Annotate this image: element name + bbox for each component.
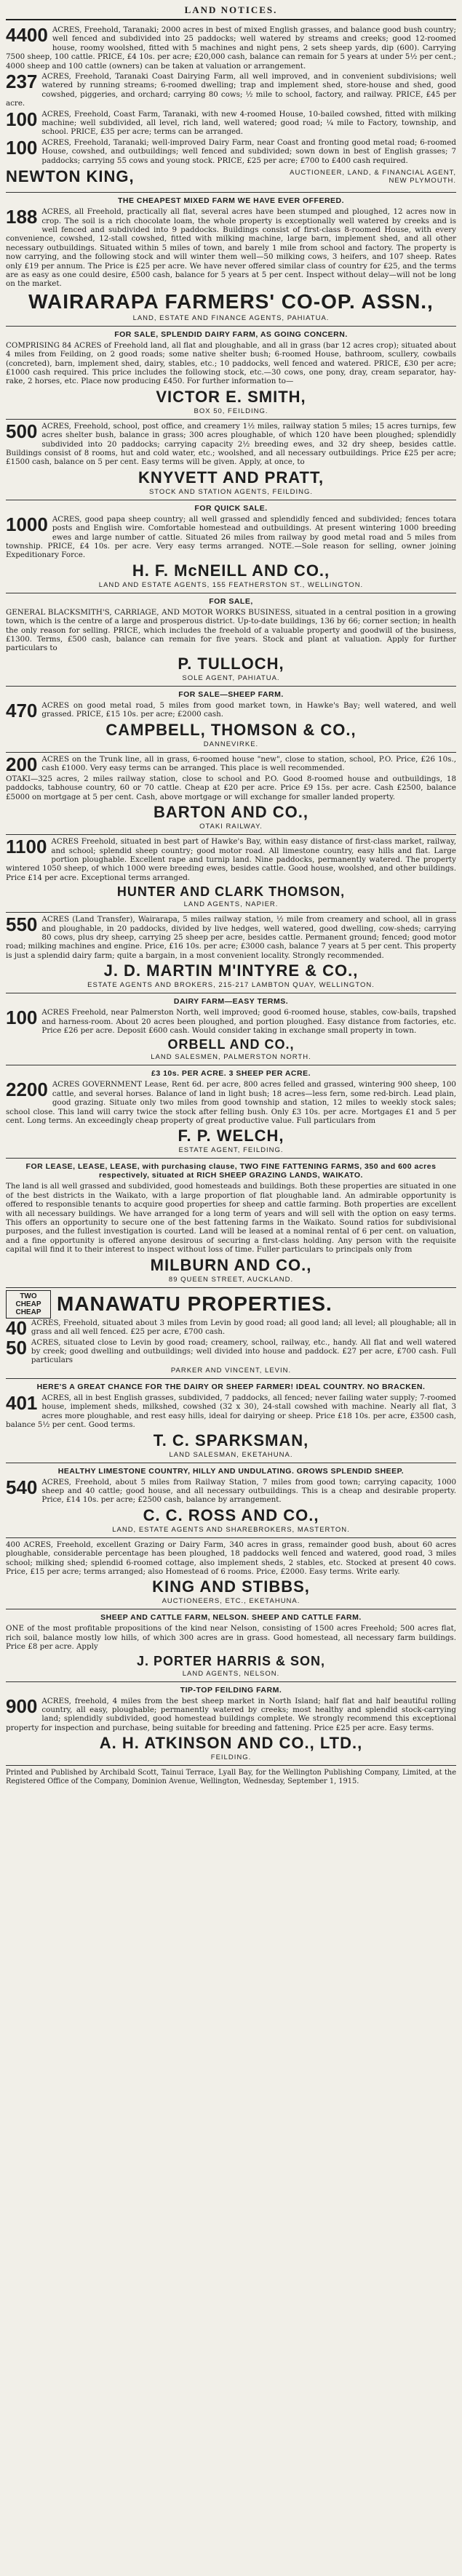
classified-ad (6, 1288, 456, 1379)
acreage-figure: 50 (6, 1336, 27, 1359)
agent-details: AUCTIONEER, LAND, & FINANCIAL AGENT, NEW PLYMOUTH. (290, 169, 456, 185)
listing-description: ACRES, situated close to Levin by good road; creamery, school, railway, etc., handy. All flat and well watered by creek; good dwelling and outbuildings; well divided into house and paddock. £27 per acre, £700 cash. Full particulars (31, 1337, 456, 1365)
listing-description: ACRES on good metal road, 5 miles from good market town, in Hawke's Bay; well watered, and well grassed. PRICE, £15 10s. per acre; £2000 cash. (41, 700, 456, 719)
agent-details: BOX 50, FEILDING. (194, 407, 268, 415)
agent-name: J. D. MARTIN M'INTYRE & CO., (103, 961, 359, 980)
classified-ad (6, 500, 456, 593)
listing-text (6, 1080, 456, 1125)
listing-description: ACRES, freehold, 4 miles from the best sheep market in North Island; half flat and half beautiful rolling country, all easy, ploughable; permanently watered by creeks; most healthy and splendid stock-carrying land; splendidly subdivided, good homestead buildings complete. We strongly recommend this exceptional property for inspection and purchase, being suitable for breeding and fattening. Price £25 per acre. Easy terms. (6, 1696, 456, 1732)
classified-ad (6, 1538, 456, 1610)
listing-description: ACRES GOVERNMENT Lease, Rent 6d. per acre, 800 acres felled and grassed, wintering 900 sheep, 100 cattle, and several horses. Balance of land in light bush; 18 acres—less fern, some red-birch. Lead plain, good grazing. Situate only two miles from good township and station, 12 miles to weekly stock sales; school close. This land will carry twice the stock after felling bush. Only £3 10s. per acre. Mortgages £1 and 5 per cent. Long terms. An exceedingly cheap property of great productive value. Full particulars from (6, 1080, 456, 1125)
agent-details: FEILDING. (210, 1753, 252, 1762)
acreage-figure: 200 (6, 753, 38, 775)
acreage-figure: 188 (6, 206, 38, 228)
agent-name: P. TULLOCH, (178, 654, 284, 673)
classified-ad (6, 193, 456, 327)
listing-text (6, 1316, 456, 1339)
acreage-figure: 100 (6, 136, 38, 159)
listing-description: ACRES, all Freehold, practically all flat, several acres have been stumped and ploughed, 12 acres now in crop. The soil is a rich chocolate loam, the whole property is exceptionally well watered by creeks and is well fenced and subdivided into 9 paddocks. Buildings consist of first-class 8-roomed House, with every convenience, cowshed, 12-stall cowshed, fitted with milking machine, large barn, implement shed, and all other necessary outbuildings. Situated within 5 miles of town, and barely 1 mile from school and factory. The property is now carrying, and the following stock and will winter them well—50 milking cows, 3 heifers, and 107 sheep. Rates only £19 per annum. The Price is £25 per acre. We have never offered similar class of country for £25, and the terms are as easy as one could desire, £500 cash, balance for 5 years at 5 per cent. Inspect without delay—will not be long on the market. (6, 207, 456, 289)
agent-details: ESTATE AGENT, FEILDING. (178, 1146, 284, 1155)
listing-text (6, 1478, 456, 1505)
listing-description: ACRES on the Trunk line, all in grass, 6-roomed house "new", close to station, school, P.O. Price, £26 10s., cash £1000. Very easy terms can be arranged. This place is well recommended. (41, 754, 456, 773)
classified-ad (6, 913, 456, 993)
listing-description: ACRES, Freehold, situated about 3 miles from Levin by good road; all good land; all level; all ploughable; all in grass and all well fenced. £25 per acre, £700 cash. (31, 1318, 456, 1337)
acreage-figure: 401 (6, 1391, 38, 1414)
ad-heading: SHEEP AND CATTLE FARM, NELSON. SHEEP AND CATTLE FARM. (100, 1613, 362, 1623)
agent-details: LAND, ESTATE AGENTS AND SHAREBROKERS, MASTERTON. (112, 1525, 350, 1534)
classified-ad (6, 1065, 456, 1159)
classified-ad (6, 23, 456, 193)
ad-heading: FOR SALE—SHEEP FARM. (178, 689, 284, 699)
listing-description: 400 ACRES, Freehold, excellent Grazing or Dairy Farm, 340 acres in grass, remainder good bush, about 60 acres ploughable, considerable percentage has been ploughed, 18 paddocks well fenced and watered, good road, 3 miles school; milking shed; splendid 6-roomed cottage, also implement sheds, 2 stables, etc. Stocked at present 40 cows. Price, £15 per acre; terms arranged; also Homestead of 6 rooms. Price, £2000. Easy terms. Write early. (6, 1540, 456, 1576)
listing-text (6, 207, 456, 289)
agent-name: KING AND STIBBS, (152, 1577, 310, 1596)
agent-name: NEWTON KING, (6, 167, 135, 186)
agent-name: J. PORTER HARRIS & SON, (136, 1653, 326, 1668)
agent-name: C. C. ROSS AND CO., (143, 1505, 319, 1524)
agent-details: 89 QUEEN STREET, AUCKLAND. (168, 1275, 294, 1284)
ad-heading: FOR QUICK SALE. (194, 503, 268, 513)
agent-details: LAND AND ESTATE AGENTS, 155 FEATHERSTON ST., WELLINGTON. (98, 580, 364, 589)
listing-text (6, 72, 456, 108)
agent-details: LAND SALESMAN, EKETAHUNA. (169, 1450, 293, 1459)
agent-name: BARTON AND CO., (154, 803, 308, 822)
ad-heading: THE CHEAPEST MIXED FARM WE HAVE EVER OFFERED. (117, 196, 345, 206)
ad-heading: HERE'S A GREAT CHANCE FOR THE DAIRY OR SHEEP FARMER! IDEAL COUNTRY. NO BRACKEN. (36, 1382, 426, 1391)
listing-text (6, 1008, 456, 1035)
acreage-figure: 237 (6, 71, 38, 93)
classified-ad (6, 753, 456, 835)
acreage-figure: 2200 (6, 1079, 48, 1101)
agent-name: VICTOR E. SMITH, (156, 387, 306, 406)
advertisements-column (6, 23, 456, 1766)
listing-text (6, 1540, 456, 1577)
agent-details: AUCTIONEERS, ETC., EKETAHUNA. (162, 1597, 300, 1606)
listing-text (6, 1182, 456, 1254)
acreage-figure: 900 (6, 1695, 38, 1717)
agent-name: H. F. McNEILL AND CO., (132, 561, 330, 580)
listing-description: OTAKI—325 acres, 2 miles railway station, close to school and P.O. Good 8-roomed house and outbuildings, 18 paddocks, tabhouse country, 60 or 70 cattle. Cheap at £20 per acre. Price £9 15s. per acre. Cash £2500, balance £5000 on mortgage at 5 per cent. Cash, above mortgage or will exchange for smaller landed property. (6, 774, 456, 801)
acreage-figure: 1100 (6, 836, 47, 858)
classified-ad (6, 1609, 456, 1681)
acreage-figure: 100 (6, 1007, 38, 1029)
listing-text (6, 341, 456, 386)
listing-text (6, 837, 456, 882)
listing-text (6, 422, 456, 467)
agent-details: OTAKI RAILWAY. (199, 823, 263, 831)
agent-name: MILBURN AND CO., (150, 1255, 312, 1274)
listing-description: GENERAL BLACKSMITH'S, CARRIAGE, AND MOTOR WORKS BUSINESS, situated in a central position in a growing town, which is the centre of a large and prosperous district. Up-to-date buildings, 136 by 66; corner section; in health the only reason for selling. PRICE, which includes the freehold of a valuable property and goodwill of the business, £1300. Terms, £500 cash, balance can remain for five years. Stock and plant at valuation. Apply for further particulars to (6, 607, 456, 653)
agent-details: LAND AGENTS, NELSON. (182, 1669, 280, 1678)
acreage-figure: 550 (6, 913, 38, 936)
agent-name: HUNTER AND CLARK THOMSON, (116, 884, 346, 900)
listing-text (6, 1624, 456, 1651)
agent-row (6, 167, 456, 186)
listing-text (6, 608, 456, 653)
ad-heading: DAIRY FARM—EASY TERMS. (173, 997, 289, 1007)
listing-description: ONE of the most profitable propositions of the kind near Nelson, consisting of 1500 acres Freehold; 500 acres flat, rich soil, balance mostly low hills, of which 300 acres are in grass. Good homestead, all necessary farm buildings. Price £8 per acre. Apply (6, 1624, 456, 1652)
acreage-figure: 4400 (6, 24, 48, 46)
agent-details: STOCK AND STATION AGENTS, FEILDING. (148, 487, 314, 496)
classified-ad (6, 420, 456, 500)
listing-description: ACRES, Freehold, Taranaki; 2000 acres in best of mixed English grasses, and balance good bush country; well fenced and subdivided into 25 paddocks; well watered by streams and creeks; good 12-roomed house, roomy woolshed, fitted with 5 machines and night pens, 2 sets sheep yards, dip (600). Carrying 7500 sheep, 100 cattle. PRICE, £4 10s. per acre; £20,000 cash, balance can remain for 5 years at under 5½ per cent.; 4000 sheep and 100 cattle (owners) can be taken at valuation or arrangement. (6, 25, 456, 71)
agent-details: LAND, ESTATE AND FINANCE AGENTS, PAHIATUA. (132, 313, 330, 322)
listing-text (6, 110, 456, 137)
ad-heading: FOR SALE, SPLENDID DAIRY FARM, AS GOING CONCERN. (114, 329, 348, 339)
classified-ad (6, 1379, 456, 1463)
agent-name: F. P. WELCH, (178, 1127, 284, 1145)
listing-text (6, 755, 456, 773)
agent-details: SOLE AGENT, PAHIATUA. (182, 673, 280, 682)
agent-details: ESTATE AGENTS AND BROKERS, 215-217 LAMBTON QUAY, WELLINGTON. (87, 981, 375, 990)
listing-description: COMPRISING 84 ACRES of Freehold land, all flat and ploughable, and all in grass (bar 12 acres crop); situated about 4 miles from Feilding, on 2 good roads; some native shelter bush; 6-roomed House, bathroom, scullery, cowbails (concreted), barn, implement shed, dairy, stables, etc.; 10 paddocks, well fenced and watered. PRICE, £30 per acre; £1000 cash required. This price includes the following stock, etc.—30 cows, one pony, dray, cream separator, hay-rake, 2 horses, etc. Place now producing £450. For further information to— (6, 340, 456, 386)
classified-ad (6, 1463, 456, 1538)
agent-details: DANNEVIRKE. (203, 740, 259, 748)
classified-ad (6, 327, 456, 420)
ad-heading: HEALTHY LIMESTONE COUNTRY, HILLY AND UNDULATING. GROWS SPLENDID SHEEP. (57, 1466, 405, 1476)
listing-description: ACRES, Freehold, about 5 miles from Railway Station, 7 miles from good town; carrying capacity, 1000 sheep and 40 cattle; good house, and all necessary outbuildings. This is a cheap and desirable property. Price, £14 10s. per acre; £2500 cash, balance by arrangement. (41, 1477, 456, 1505)
listing-description: ACRES (Land Transfer), Wairarapa, 5 miles railway station, ½ mile from creamery and school, all in grass and ploughable, in 20 paddocks, divided by live hedges, well watered, good dwelling, cow-sheds; carrying 80 cows, plus dry sheep, carrying 25 sheep per acre, besides cattle. Permanent ground; fenced; good motor road; milking machines and engine. Price, £16 10s. per acre; £3000 cash, balance 7 years at 5 per cent. This property is just a splendid dairy farm; quite a bargain, in a most convenient locality. Strongly recommended. (6, 915, 456, 960)
ad-heading: FOR SALE, (209, 596, 253, 606)
agent-name: WAIRARAPA FARMERS' CO-OP. ASSN., (28, 289, 434, 313)
ad-heading: £3 10s. PER ACRE. 3 SHEEP PER ACRE. (151, 1069, 311, 1079)
listing-text (6, 1697, 456, 1733)
agent-name: ORBELL AND CO., (167, 1037, 295, 1052)
classified-ad (6, 1159, 456, 1287)
listing-description: ACRES Freehold, near Palmerston North, well improved; good 6-roomed house, stables, cow-bails, trapshed and harness-room. About 20 acres been ploughed, and portion ploughed. Easy distance from factories, etc. Price £26 per acre. Deposit £600 cash. Would consider taking in exchange small property in town. (41, 1008, 456, 1035)
listing-description: ACRES, Freehold, school, post office, and creamery 1½ miles, railway station 5 miles; 15 acres turnips, few acres shelter bush, balance in grass; 300 acres ploughable, of which 120 have been ploughed; splendidly subdivided into 20 paddocks; carrying capacity 2½ breeding ewes, and 32 dry sheep, besides cattle. Buildings consist of 8 rooms, hut and cold water, etc.; woolshed, and all necessary outbuildings. Price £25 per acre; £1500 cash, balance on 5 per cent. Easy terms will be given. Apply, at once, to (6, 421, 456, 467)
listing-description: ACRES Freehold, situated in best part of Hawke's Bay, within easy distance of first-class market, railway, and school; splendid sheep country; good motor road. All limestone country, easy hills and flat. Large portion ploughable. Excellent rape and turnip land. Nine paddocks, permanently watered. The property wintered 1050 sheep, of which 1000 were breeding ewes, besides cattle. Good house, woolshed, and other buildings. Price £14 per acre. Exceptional terms arranged. (6, 837, 456, 882)
imprint-footer: Printed and Published by Archibald Scott, Tainui Terrace, Lyall Bay, for the Wellington Publishing Company, Limited, at the Registered Office of the Company, Dominion Avenue, Wellington, Wednesday, September 1, 1915. (6, 1769, 456, 1785)
classified-ad (6, 993, 456, 1065)
classified-ad (6, 593, 456, 687)
agent-details: LAND AGENTS, NAPIER. (183, 900, 279, 909)
acreage-figure: 500 (6, 420, 38, 442)
listing-text (6, 515, 456, 560)
agent-name: T. C. SPARKSMAN, (153, 1431, 309, 1449)
acreage-figure: 470 (6, 699, 38, 721)
listing-description: ACRES, Freehold, Taranaki Coast Dairying Farm, all well improved, and in convenient subdivisions; well watered by running streams; 6-roomed dwelling; trap and implement shed, store-house and shed, good cowshed, piggeries, and orchard; carrying 80 cows; ½ mile to school, factory, and railway. PRICE, £45 per acre. (6, 72, 456, 108)
agent-name: MANAWATU PROPERTIES. (57, 1292, 332, 1316)
classified-ad (6, 1682, 456, 1767)
listing-description: The land is all well grassed and subdivided, good homesteads and buildings. Both these properties are situated in one of the best districts in the Waikato, with a large proportion of flat ploughable land. An admirable opportunity is offered to responsible tenants to acquire good properties for sheep and cattle farming. Both properties are excellent with all necessary buildings. We have arranged for a long term of years and will sell with the option on easy terms. This offers an opportunity to secure one of the best fattening farms in the Waikato. Sound ratios for subdivisional purposes, and the fullest investigation is courted. Land will be leased at a nominal rental of 6 per cent. on valuation, and a fine opportunity is offered anyone desirous of securing a first-class holding. Any person with the requisite capital will find it to their interest to inspect without loss of time. Fuller particulars to principals only from (6, 1182, 456, 1255)
agent-name: A. H. ATKINSON AND CO., LTD., (99, 1734, 363, 1753)
listing-description: ACRES, Freehold, Coast Farm, Taranaki, with new 4-roomed House, 10-bailed cowshed, fitted with milking machine; well subdivided, all level, rich land, well watered; good road; ¼ mile to Factory, township, and school. PRICE, £35 per acre; terms can be arranged. (41, 109, 456, 137)
acreage-figure: 1000 (6, 513, 48, 535)
agent-name: KNYVETT AND PRATT, (138, 468, 324, 487)
acreage-figure: 100 (6, 108, 38, 130)
ad-heading: FOR LEASE, LEASE, LEASE, with purchasing clause, TWO FINE FATTENING FARMS, 350 and 600 acres respectively, situated at RICH SHEEP GRAZING LANDS, WAIKATO. (25, 1162, 437, 1180)
listing-description: ACRES, all in best English grasses, subdivided, 7 paddocks, all fenced; never failing water supply; 7-roomed house, implement sheds, milkshed, cowshed (32 x 30), 24-stall cowshed with machine. Nearly all flat, 3 acres more ploughable, and rest easy hills, ideal for dairying or sheep. Price £18 10s. per acre, £3500 cash, balance 5½ per cent. Good terms. (6, 1393, 456, 1430)
listing-description: ACRES, good papa sheep country; all well grassed and splendidly fenced and subdivided; fences totara posts and English wire. Comfortable homestead and outbuildings. At present wintering 1000 breeding ewes and large number of cattle. Situated 26 miles from railway by good metal road and 5 miles from township. PRICE, £4 10s. per acre. Very easy terms arranged. NOTE.—Sole reason for selling, owner joining Expeditionary Force. (6, 514, 456, 560)
banner-tag: TWO CHEAP CHEAP (6, 1290, 51, 1319)
listing-description: ACRES, Freehold, Taranaki; well-improved Dairy Farm, near Coast and fronting good metal road; 6-roomed House, cowshed, and outbuildings; well fenced and subdivided; sown down in best of English grasses; 7 paddocks; carrying 55 cows and young stock. PRICE, £25 per acre; £700 to £400 cash required. (41, 137, 456, 165)
listing-text (6, 25, 456, 71)
acreage-figure: 40 (6, 1316, 27, 1339)
listing-text (6, 1338, 456, 1365)
listing-text (6, 775, 456, 801)
listing-text (6, 1393, 456, 1430)
acreage-figure: 540 (6, 1476, 38, 1498)
classified-ad (6, 687, 456, 753)
banner-row (6, 1290, 456, 1319)
listing-text (6, 915, 456, 960)
listing-text (6, 701, 456, 719)
ad-heading: TIP-TOP FEILDING FARM. (180, 1685, 282, 1695)
classified-ad (6, 835, 456, 913)
agent-details: PARKER AND VINCENT, LEVIN. (170, 1366, 292, 1375)
section-masthead: LAND NOTICES. (6, 4, 456, 20)
agent-details: LAND SALESMEN, PALMERSTON NORTH. (151, 1053, 311, 1062)
listing-text (6, 138, 456, 165)
agent-name: CAMPBELL, THOMSON & CO., (105, 720, 357, 739)
